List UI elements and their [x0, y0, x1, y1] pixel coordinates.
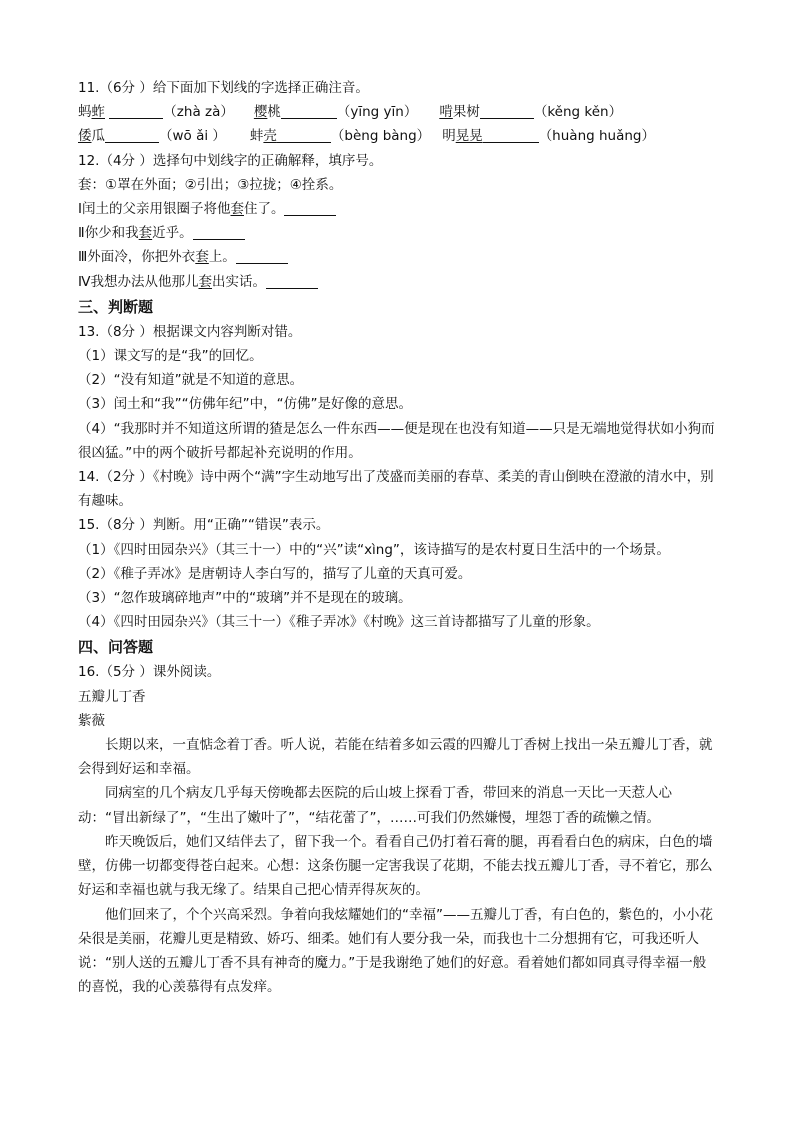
- q13-header: 13.（8分 ）根据课文内容判断对错。: [78, 323, 302, 340]
- q11-r1-c-underlined: 啃: [439, 104, 453, 121]
- q13-item-3: （3）闰土和“我”“仿佛年纪”中，“仿佛”是好像的意思。: [78, 396, 413, 413]
- q11-r1-b-underlined: 樱: [253, 104, 268, 121]
- q12-sentence-1: [78, 197, 718, 221]
- q11-r1-a-blank[interactable]: [109, 103, 163, 119]
- q12-s4-blank[interactable]: [266, 273, 318, 289]
- q11-r2-b-pinyin: （bèng bàng）: [330, 128, 431, 145]
- q12-s1-blank[interactable]: [284, 200, 336, 216]
- q11-r1-a-char: 蚂: [78, 104, 92, 121]
- q11-r1-c-blank[interactable]: [480, 103, 534, 119]
- q11-r1-b-blank[interactable]: [281, 103, 337, 119]
- q11-r2-c-underlined: 晃晃: [455, 128, 483, 145]
- q12-s4-post: 出实话。: [211, 273, 266, 290]
- section-3-heading: 三、判断题: [78, 297, 154, 316]
- q12-s4-pre: Ⅳ我想办法从他那儿: [78, 273, 199, 290]
- q11-r1-b-char: 桃: [267, 104, 281, 121]
- q11-header: 11.（6分 ）给下面加下划线的字选择正确注音。: [78, 80, 369, 96]
- q12-s2-blank[interactable]: [193, 224, 245, 240]
- passage-paragraph-1: 长期以来，一直惦念着丁香。听人说，若能在结着多如云霞的四瓣儿丁香树上找出一朵五瓣儿丁香，就会得到好运和幸福。: [78, 737, 713, 778]
- passage-author: 紫薇: [78, 712, 105, 729]
- q15-item-2: （2）《稚子弄冰》是唐朝诗人李白写的，描写了儿童的天真可爱。: [78, 565, 472, 582]
- q11-row1: [78, 100, 718, 124]
- q12-sentence-4: [78, 270, 718, 294]
- worksheet-content: [78, 76, 718, 999]
- q11-r1-b-pinyin: （yīng yīn）: [336, 104, 418, 121]
- q11-r1-a-underlined: 蚱: [91, 104, 105, 121]
- passage-title: 五瓣儿丁香: [78, 688, 146, 705]
- q11-r2-c-char: 明: [442, 128, 456, 145]
- q13-item-1: （1）课文写的是“我”的回忆。: [78, 348, 263, 365]
- passage-paragraph-3: 昨天晚饭后，她们又结伴去了，留下我一个。看看自己仍打着石膏的腿，再看看白色的病床，白色的墙壁，仿佛一切都变得苍白起来。心想：这条伤腿一定害我误了花期，不能去找五瓣儿丁香，寻不着它，那么好运和幸福也就与我无缘了。结果自己把心情弄得灰灰的。: [78, 833, 713, 899]
- q11-r2-b-underlined: 壳: [263, 128, 277, 145]
- q12-s3-blank[interactable]: [236, 248, 288, 264]
- q13-item-2: （2）“没有知道”就是不知道的意思。: [78, 372, 304, 389]
- q11-r2-c-blank[interactable]: [483, 127, 539, 143]
- q12-sentence-3: [78, 245, 718, 269]
- q11-r2-c-pinyin: （huàng huǎng）: [538, 128, 655, 145]
- q11-r2-a-underlined: 倭: [78, 128, 92, 145]
- q11-r1-c-pinyin: （kěng kěn）: [533, 104, 623, 121]
- q11-r1-c-char: 果树: [452, 104, 480, 121]
- q11-r2-b-blank[interactable]: [277, 127, 331, 143]
- q11-r2-a-pinyin: （wō ǎi ）: [159, 128, 226, 145]
- section-4-heading: 四、问答题: [78, 638, 154, 657]
- q12-s2-post: 近乎。: [152, 225, 193, 242]
- q12-s1-pre: Ⅰ闰土的父亲用银圈子将他: [78, 201, 231, 218]
- q12-definitions: 套：①罩在外面；②引出；③拉拢；④拴系。: [78, 176, 343, 193]
- q12-header: 12.（4分 ）选择句中划线字的正确解释，填序号。: [78, 152, 383, 169]
- q15-item-1: （1）《四时田园杂兴》（其三十一）中的“兴”读“xìng”，该诗描写的是农村夏日生活中的一个场景。: [78, 541, 670, 558]
- passage-paragraph-4: 他们回来了，个个兴高采烈。争着向我炫耀她们的“幸福”——五瓣儿丁香，有白色的，紫色的，小小花朵很是美丽，花瓣儿更是精致、娇巧、细柔。她们有人要分我一朵，而我也十二分想拥有它，可我还听人说：“别人送的五瓣儿丁香不具有神奇的魔力。”于是我谢绝了她们的好意。看着她们都如同真寻得幸福一般的喜悦，我的心羡慕得有点发痒。: [78, 906, 713, 996]
- q12-s1-post: 住了。: [243, 201, 285, 218]
- q13-item-4: （4）“我那时并不知道这所谓的猹是怎么一件东西——便是现在也没有知道——只是无端地觉得状如小狗而很凶猛。”中的两个破折号都起补充说明的作用。: [78, 420, 715, 461]
- q11-r2-b-char: 蚌: [249, 128, 264, 145]
- q12-s2-pre: Ⅱ你少和我: [78, 225, 139, 242]
- q15-item-4: （4）《四时田园杂兴》（其三十一）《稚子弄冰》《村晚》这三首诗都描写了儿童的形象。: [78, 614, 600, 631]
- q14-statement: 14.（2分 ）《村晚》诗中两个“满”字生动地写出了茂盛而美丽的春草、柔美的青山倒映在澄澈的清水中，别有趣味。: [78, 469, 714, 510]
- q11-row2: [78, 124, 718, 148]
- q12-s4-underlined: 套: [198, 273, 212, 290]
- q15-item-3: （3）“忽作玻璃碎地声”中的“玻璃”并不是现在的玻璃。: [78, 590, 412, 607]
- q12-s3-underlined: 套: [195, 249, 209, 266]
- q12-sentence-2: [78, 221, 718, 245]
- q11-r2-a-char: 瓜: [91, 128, 105, 145]
- q12-s2-underlined: 套: [138, 225, 153, 242]
- q12-s3-post: 上。: [208, 249, 236, 266]
- q15-header: 15.（8分 ）判断。用“正确”“错误”表示。: [78, 517, 330, 534]
- q11-r1-a-pinyin: （zhà zà）: [163, 104, 234, 121]
- passage-paragraph-2: 同病室的几个病友几乎每天傍晚都去医院的后山坡上探看丁香，带回来的消息一天比一天惹人心动：“冒出新绿了”，“生出了嫩叶了”，“结花蕾了”，……可我们仍然嫌慢，埋怨丁香的疏懒之情。: [78, 785, 672, 826]
- q12-s1-underlined: 套: [230, 201, 244, 218]
- q11-r2-a-blank[interactable]: [105, 127, 159, 143]
- q16-header: 16.（5分 ）课外阅读。: [78, 664, 221, 681]
- q12-s3-pre: Ⅲ外面冷，你把外衣: [78, 249, 196, 266]
